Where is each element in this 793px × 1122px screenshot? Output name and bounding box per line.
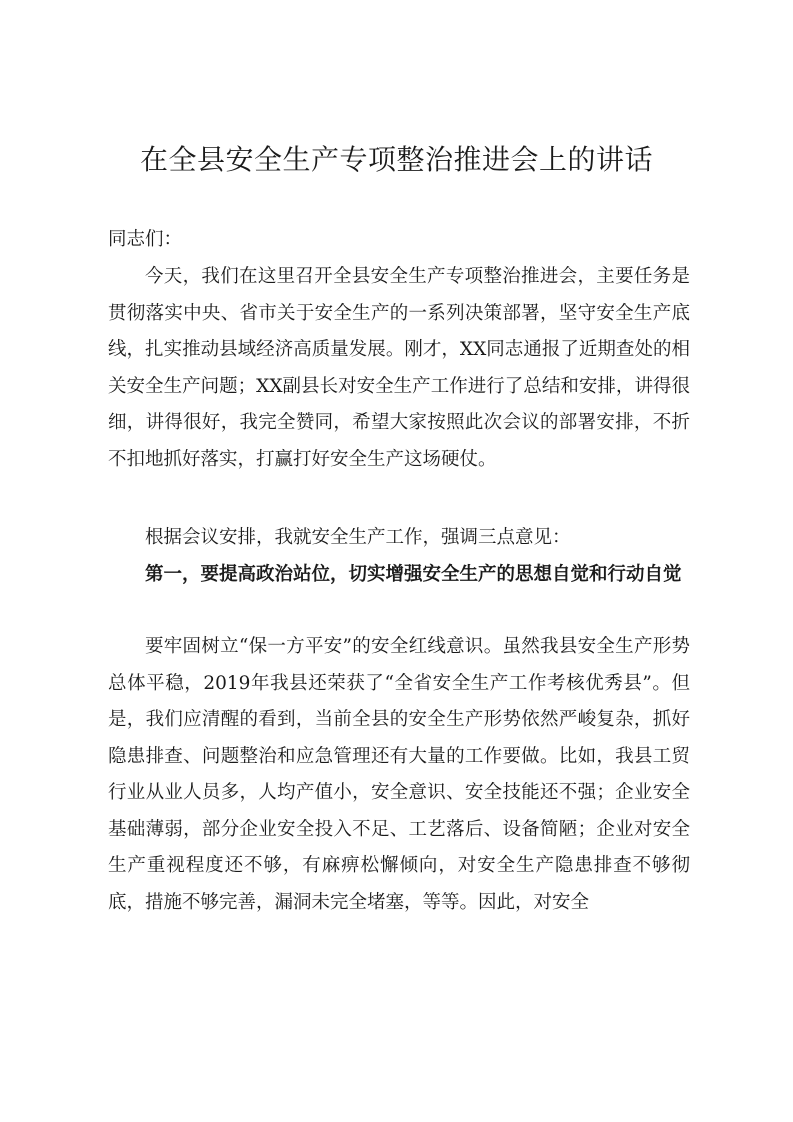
section-1-paragraph: 要牢固树立“保一方平安”的安全红线意识。虽然我县安全生产形势总体平稳，2019年我县还荣获了“全省安全生产工作考核优秀县”。但是，我们应清醒的看到，当前全县的安全生产形势依然严峻复杂，抓好隐患排查、问题整治和应急管理还有大量的工作要做。比如，我县工贸行业从业人员多，人均产值小，安全意识、安全技能还不强；企业安全基础薄弱，部分企业安全投入不足、工艺落后、设备简陋；企业对安全生产重视程度还不够，有麻痹松懈倾向，对安全生产隐患排查不够彻底，措施不够完善，漏洞未完全堵塞，等等。因此，对安全: [108, 636, 690, 913]
paragraph-opening: 今天，我们在这里召开全县安全生产专项整治推进会，主要任务是贯彻落实中央、省市关于安全生产的一系列决策部署，坚守安全生产底线，扎实推动县域经济高质量发展。刚才，XX同志通报了近期查处的相关安全生产问题；XX副县长对安全生产工作进行了总结和安排，讲得很细，讲得很好，我完全赞同，希望大家按照此次会议的部署安排，不折不扣地抓好落实，打赢打好安全生产这场硬仗。: [108, 266, 690, 470]
paragraph-agenda: 根据会议安排，我就安全生产工作，强调三点意见：: [145, 527, 571, 548]
section-heading-1: 第一，要提高政治站位，切实增强安全生产的思想自觉和行动自觉: [145, 564, 682, 585]
document-title: 在全县安全生产专项整治推进会上的讲话: [139, 143, 653, 176]
greeting: 同志们：: [108, 229, 183, 250]
